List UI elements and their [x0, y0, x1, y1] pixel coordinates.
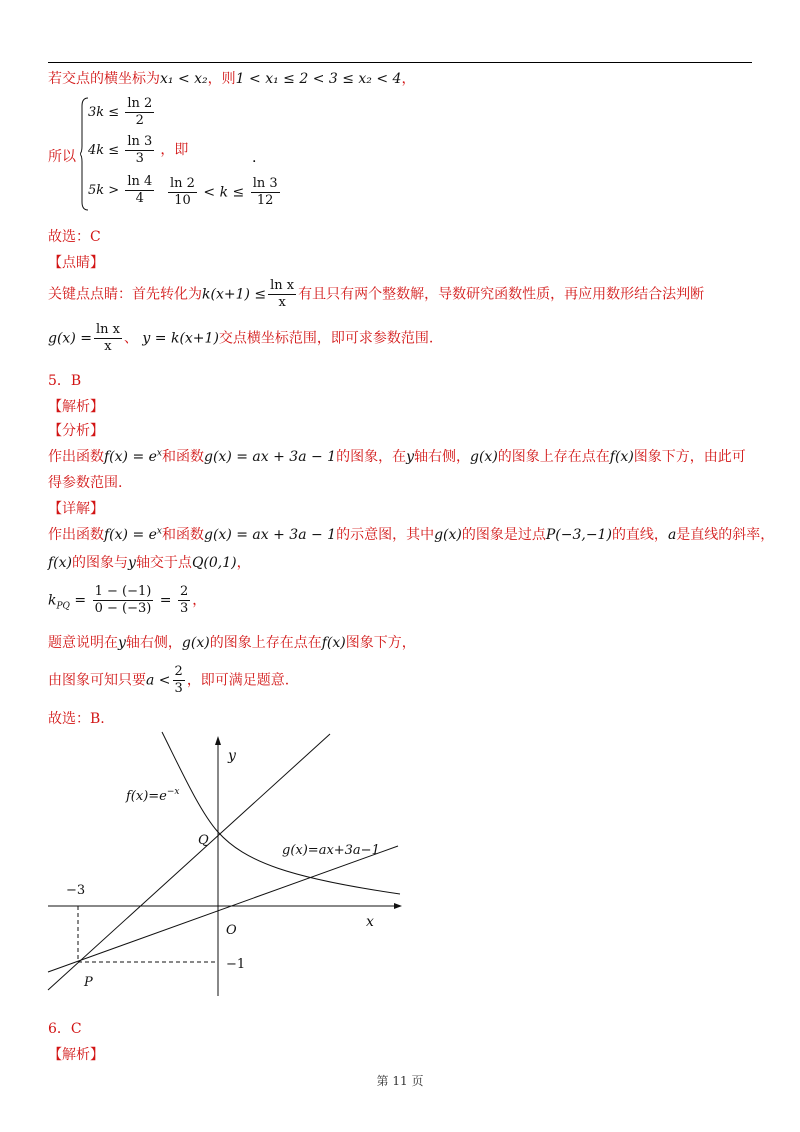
math: g(x) [470, 449, 498, 465]
denominator: x [278, 295, 286, 310]
text: 的图象是过点 [461, 527, 546, 543]
math: y [128, 555, 136, 571]
math-range: 1 < x₁ ≤ 2 < 3 ≤ x₂ < 4 [235, 71, 402, 87]
denominator: 2 [135, 113, 144, 128]
row-lhs: 5k > [88, 183, 120, 198]
math: < k ≤ [203, 184, 245, 201]
text: 有且只有两个整数解，导数研究函数性质，再应用数形结合法判断 [298, 286, 705, 303]
numerator: ln 2 [170, 176, 195, 191]
system-row-1 [88, 96, 156, 129]
f-label-text: f(x)=e [126, 789, 167, 804]
dianjing-line [48, 278, 704, 311]
dot: . [252, 150, 257, 166]
fraction [125, 96, 154, 129]
math: P(−3,−1) [545, 527, 612, 543]
fraction [125, 134, 154, 167]
text: 由图象可知只要 [48, 672, 146, 689]
math: g(x) = ax + 3a − 1 [204, 527, 337, 543]
text: 关键点点睛：首先转化为 [48, 286, 202, 303]
denominator: 3 [174, 681, 183, 696]
f-label-sup: −x [166, 787, 180, 797]
fraction [125, 174, 154, 207]
function-graph [40, 728, 410, 1000]
numerator: ln x [270, 278, 295, 293]
numerator: ln 3 [252, 176, 278, 191]
math: g(x) = [48, 330, 92, 347]
text: 轴交于点 [135, 555, 192, 571]
slope-line [48, 584, 206, 617]
fenxi-line-2: 得参数范围. [48, 475, 123, 491]
fraction [173, 664, 185, 697]
math: k(x+1) ≤ [202, 286, 267, 303]
denominator: 4 [135, 191, 144, 206]
y-axis-arrow-icon [215, 736, 221, 745]
header-rule [48, 62, 752, 63]
text: 是直线的斜率， [676, 527, 775, 543]
math: y [406, 449, 414, 465]
q6-jiexi: 【解析】 [48, 1047, 104, 1063]
page-number: 第 11 页 [376, 1074, 424, 1088]
math: k [48, 592, 57, 609]
numerator: ln 2 [127, 96, 153, 111]
p-label: P [84, 975, 93, 990]
f-label [125, 787, 180, 804]
math-sub: PQ [56, 601, 70, 612]
denominator: x [104, 339, 112, 354]
denominator: 3 [135, 151, 144, 166]
math: a [667, 527, 677, 543]
fraction [168, 176, 197, 209]
fraction [268, 278, 296, 311]
math: f(x) [48, 555, 73, 571]
numerator: 2 [174, 664, 183, 679]
math-sup: x [156, 448, 162, 459]
detail-line-4 [48, 632, 416, 652]
text: 若交点的横坐标为 [48, 71, 160, 87]
math-cond: x₁ < x₂ [160, 71, 208, 87]
math: g(x) [434, 527, 462, 543]
k-range [166, 176, 282, 209]
y-axis-label: y [228, 748, 236, 764]
x-axis-label: x [366, 914, 374, 930]
math: Q(0,1) [191, 555, 237, 571]
fraction [93, 584, 154, 617]
math: y [118, 635, 126, 651]
intersection-line [48, 68, 415, 88]
numerator: 2 [179, 584, 189, 599]
text: 交点横坐标范围，即可求参数范围. [218, 330, 434, 347]
g-label: g(x)=ax+3a−1 [282, 843, 380, 858]
text: ， [401, 71, 416, 87]
line-g [48, 846, 398, 972]
q-label: Q [198, 833, 209, 848]
math: = [159, 592, 172, 609]
text: 作出函数 [48, 449, 104, 465]
fraction [178, 584, 190, 617]
fraction [251, 176, 280, 209]
text: 题意说明在 [48, 635, 118, 651]
math: a < [146, 672, 171, 689]
text: 的图象，在 [336, 449, 407, 465]
text: 、 [123, 330, 138, 347]
line-pq [48, 734, 330, 990]
dianjing-title: 【点睛】 [48, 255, 104, 271]
numerator: 1 − (−1) [94, 584, 152, 599]
denominator: 10 [174, 193, 191, 208]
neg1-label: −1 [226, 957, 246, 972]
text: 的直线， [611, 527, 668, 543]
text: ， [236, 555, 251, 571]
text: 轴右侧， [414, 449, 470, 465]
neg3-label: −3 [66, 883, 86, 898]
math: y = k(x+1) [142, 330, 219, 347]
answer-c: 故选：C [48, 229, 101, 245]
numerator: ln 3 [127, 134, 153, 149]
numerator: ln x [95, 322, 120, 337]
text: 图象下方， [345, 635, 416, 651]
text: 的图象与 [72, 555, 129, 571]
q6-number: 6．C [48, 1021, 82, 1037]
fraction [94, 322, 122, 355]
math: f(x) [321, 635, 346, 651]
text: ，则 [207, 71, 236, 87]
text: 和函数 [162, 449, 204, 465]
q5-number: 5．B [48, 373, 82, 389]
origin-label: O [226, 923, 237, 938]
q5-jiexi: 【解析】 [48, 399, 104, 415]
detail-line-2 [48, 552, 251, 572]
text: ，即可满足题意. [186, 672, 290, 689]
q5-xiangjie: 【详解】 [48, 501, 104, 517]
curve-f [162, 732, 400, 894]
row-lhs: 4k ≤ [88, 143, 120, 158]
denominator: 12 [256, 193, 274, 208]
answer-b: 故选：B. [48, 711, 105, 727]
math: f(x) = e [104, 527, 157, 543]
detail-line-5 [48, 664, 289, 697]
math: g(x) [181, 635, 210, 651]
numerator: ln 4 [127, 174, 153, 189]
math-sup: x [156, 526, 162, 537]
detail-line-1 [48, 524, 774, 544]
q5-fenxi: 【分析】 [48, 423, 104, 439]
math: = [74, 592, 87, 609]
denominator: 3 [179, 601, 189, 616]
math: g(x) = ax + 3a − 1 [204, 449, 337, 465]
dianjing-line-2 [48, 322, 433, 355]
x-axis-arrow-icon [394, 903, 402, 909]
text: ， [192, 592, 207, 609]
math: f(x) [609, 449, 634, 465]
system-label: 所以 [48, 149, 76, 165]
denominator: 0 − (−3) [94, 601, 152, 616]
text: 和函数 [162, 527, 204, 543]
text: 的图象上存在点在 [497, 449, 610, 465]
fenxi-line-1 [48, 446, 746, 466]
math: f(x) = e [104, 449, 157, 465]
text: 的图象上存在点在 [209, 635, 322, 651]
row-lhs: 3k ≤ [88, 105, 120, 120]
system-row-3 [88, 174, 156, 207]
text: 图象下方，由此可 [633, 449, 746, 465]
text: 作出函数 [48, 527, 104, 543]
text: ，即 [160, 142, 189, 158]
text: 轴右侧， [125, 635, 182, 651]
system-row-2 [88, 134, 188, 167]
text: 的示意图，其中 [336, 527, 435, 543]
